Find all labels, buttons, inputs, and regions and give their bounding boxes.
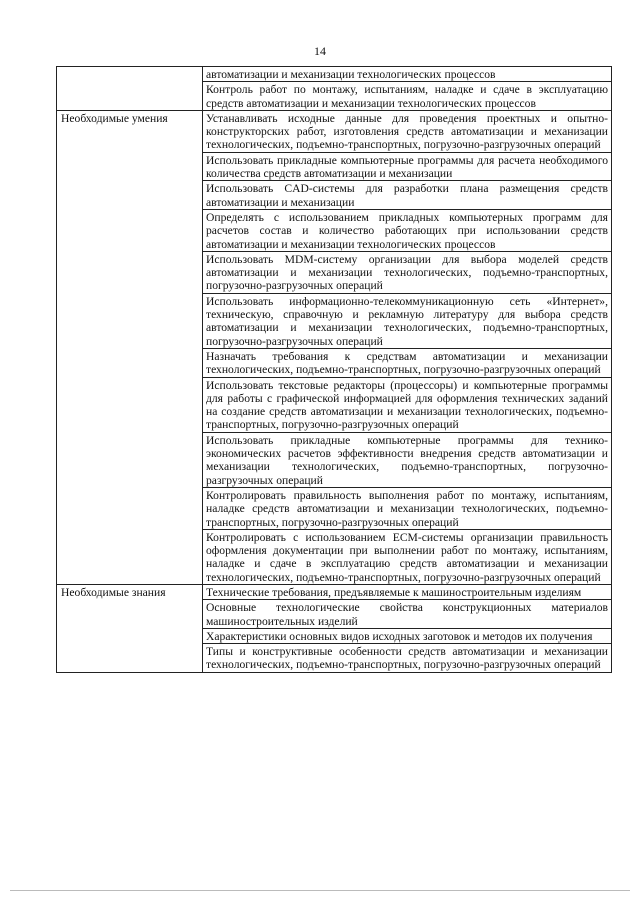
requirement-item: Использовать прикладные компьютерные программы для расчета необходимого количества средств автоматизации и механизации <box>203 152 612 181</box>
requirement-item: Устанавливать исходные данные для проведения проектных и опытно-конструкторских работ, изготовления средств автоматизации и механизации технологических, подъемно-транспортных, погрузочно-разгрузочных операций <box>203 110 612 152</box>
requirement-item: Типы и конструктивные особенности средств автоматизации и механизации технологических, подъемно-транспортных, погрузочно-разгрузочных операций <box>203 644 612 673</box>
requirement-item: Использовать CAD-системы для разработки плана размещения средств автоматизации и механизации <box>203 181 612 210</box>
requirement-item: Использовать MDM-систему организации для выбора моделей средств автоматизации и механизации технологических, подъемно-транспортных, погрузочно-разгрузочных операций <box>203 251 612 293</box>
requirement-item: Контролировать правильность выполнения работ по монтажу, испытаниям, наладке средств автоматизации и механизации технологических, подъемно-транспортных, погрузочно-разгрузочных операций <box>203 487 612 529</box>
requirement-item: Использовать прикладные компьютерные программы для технико-экономических расчетов эффективности внедрения средств автоматизации и механизации технологических, подъемно-транспортных, погрузочно-разгрузочных операций <box>203 432 612 487</box>
requirement-item: Технические требования, предъявляемые к машиностроительным изделиям <box>203 584 612 599</box>
requirement-item: Назначать требования к средствам автоматизации и механизации технологических, подъемно-транспортных, погрузочно-разгрузочных операций <box>203 348 612 377</box>
requirement-item: Контроль работ по монтажу, испытаниям, наладке и сдаче в эксплуатацию средств автоматизации и механизации технологических процессов <box>203 82 612 111</box>
table-row <box>57 67 612 82</box>
requirement-item: Характеристики основных видов исходных заготовок и методов их получения <box>203 628 612 643</box>
section-label <box>57 67 203 111</box>
section-label: Необходимые умения <box>57 110 203 584</box>
requirement-item: Контролировать с использованием ECM-системы организации правильность оформления документации при выполнении работ по монтажу, испытаниям, наладке и сдаче в эксплуатацию средств автоматизации и механизации технологических, подъемно-транспортных, погрузочно-разгрузочных операций <box>203 529 612 584</box>
requirements-table <box>56 66 612 673</box>
requirement-item: Использовать информационно-телекоммуникационную сеть «Интернет», техническую, справочную и рекламную литературу для выбора средств автоматизации и механизации технологических, подъемно-транспортных, погрузочно-разгрузочных операций <box>203 293 612 348</box>
bottom-rule <box>10 890 630 891</box>
requirement-item: Использовать текстовые редакторы (процессоры) и компьютерные программы для работы с графической информацией для оформления технических заданий на создание средств автоматизации и механизации технологических, подъемно-транспортных, погрузочно-разгрузочных операций <box>203 377 612 432</box>
section-label: Необходимые знания <box>57 584 203 672</box>
page-number: 14 <box>314 44 326 58</box>
table-row <box>57 584 612 599</box>
requirement-item: Основные технологические свойства конструкционных материалов машиностроительных изделий <box>203 600 612 629</box>
requirement-item: Определять с использованием прикладных компьютерных программ для расчетов состав и количество работающих при использовании средств автоматизации и механизации технологических процессов <box>203 209 612 251</box>
table-row <box>57 110 612 152</box>
requirement-item: автоматизации и механизации технологических процессов <box>203 67 612 82</box>
